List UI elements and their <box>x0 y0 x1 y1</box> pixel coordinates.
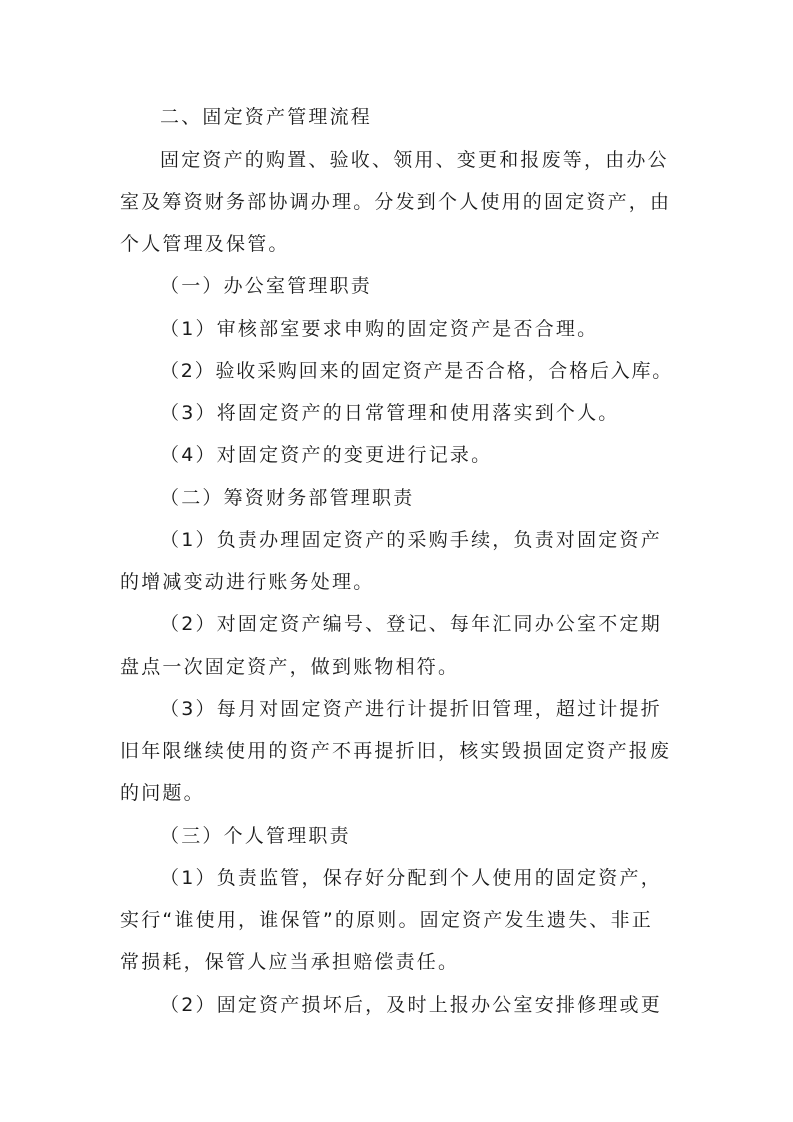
paragraph-line: 固定资产的购置、验收、领用、变更和报废等，由办公 <box>160 149 669 171</box>
list-item: （2）固定资产损坏后，及时上报办公室安排修理或更 <box>160 994 662 1016</box>
subsection-heading: （一）办公室管理职责 <box>160 275 373 297</box>
list-item-continuation: 的问题。 <box>120 782 205 804</box>
subsection-heading: （二）筹资财务部管理职责 <box>160 487 415 509</box>
list-item: （3）将固定资产的日常管理和使用落实到个人。 <box>160 402 620 424</box>
list-item: （3）每月对固定资产进行计提折旧管理，超过计提折 <box>160 698 662 720</box>
subsection-heading: （三）个人管理职责 <box>160 825 351 847</box>
list-item-continuation: 的增减变动进行账务处理。 <box>120 571 375 593</box>
list-item: （1）负责监管，保存好分配到个人使用的固定资产， <box>160 867 662 889</box>
list-item: （2）对固定资产编号、登记、每年汇同办公室不定期 <box>160 613 662 635</box>
list-item: （2）验收采购回来的固定资产是否合格，合格后入库。 <box>160 360 674 382</box>
list-item: （1）负责办理固定资产的采购手续，负责对固定资产 <box>160 529 662 551</box>
list-item: （1）审核部室要求申购的固定资产是否合理。 <box>160 318 599 340</box>
list-item-continuation: 常损耗，保管人应当承担赔偿责任。 <box>120 951 460 973</box>
list-item: （4）对固定资产的变更进行记录。 <box>160 444 493 466</box>
paragraph-line: 室及筹资财务部协调办理。分发到个人使用的固定资产，由 <box>120 191 672 213</box>
paragraph-line: 个人管理及保管。 <box>120 233 290 255</box>
section-heading: 二、固定资产管理流程 <box>160 106 373 128</box>
list-item-continuation: 实行“谁使用，谁保管”的原则。固定资产发生遗失、非正 <box>120 909 653 931</box>
list-item-continuation: 旧年限继续使用的资产不再提折旧，核实毁损固定资产报废 <box>120 740 672 762</box>
list-item-continuation: 盘点一次固定资产，做到账物相符。 <box>120 656 460 678</box>
